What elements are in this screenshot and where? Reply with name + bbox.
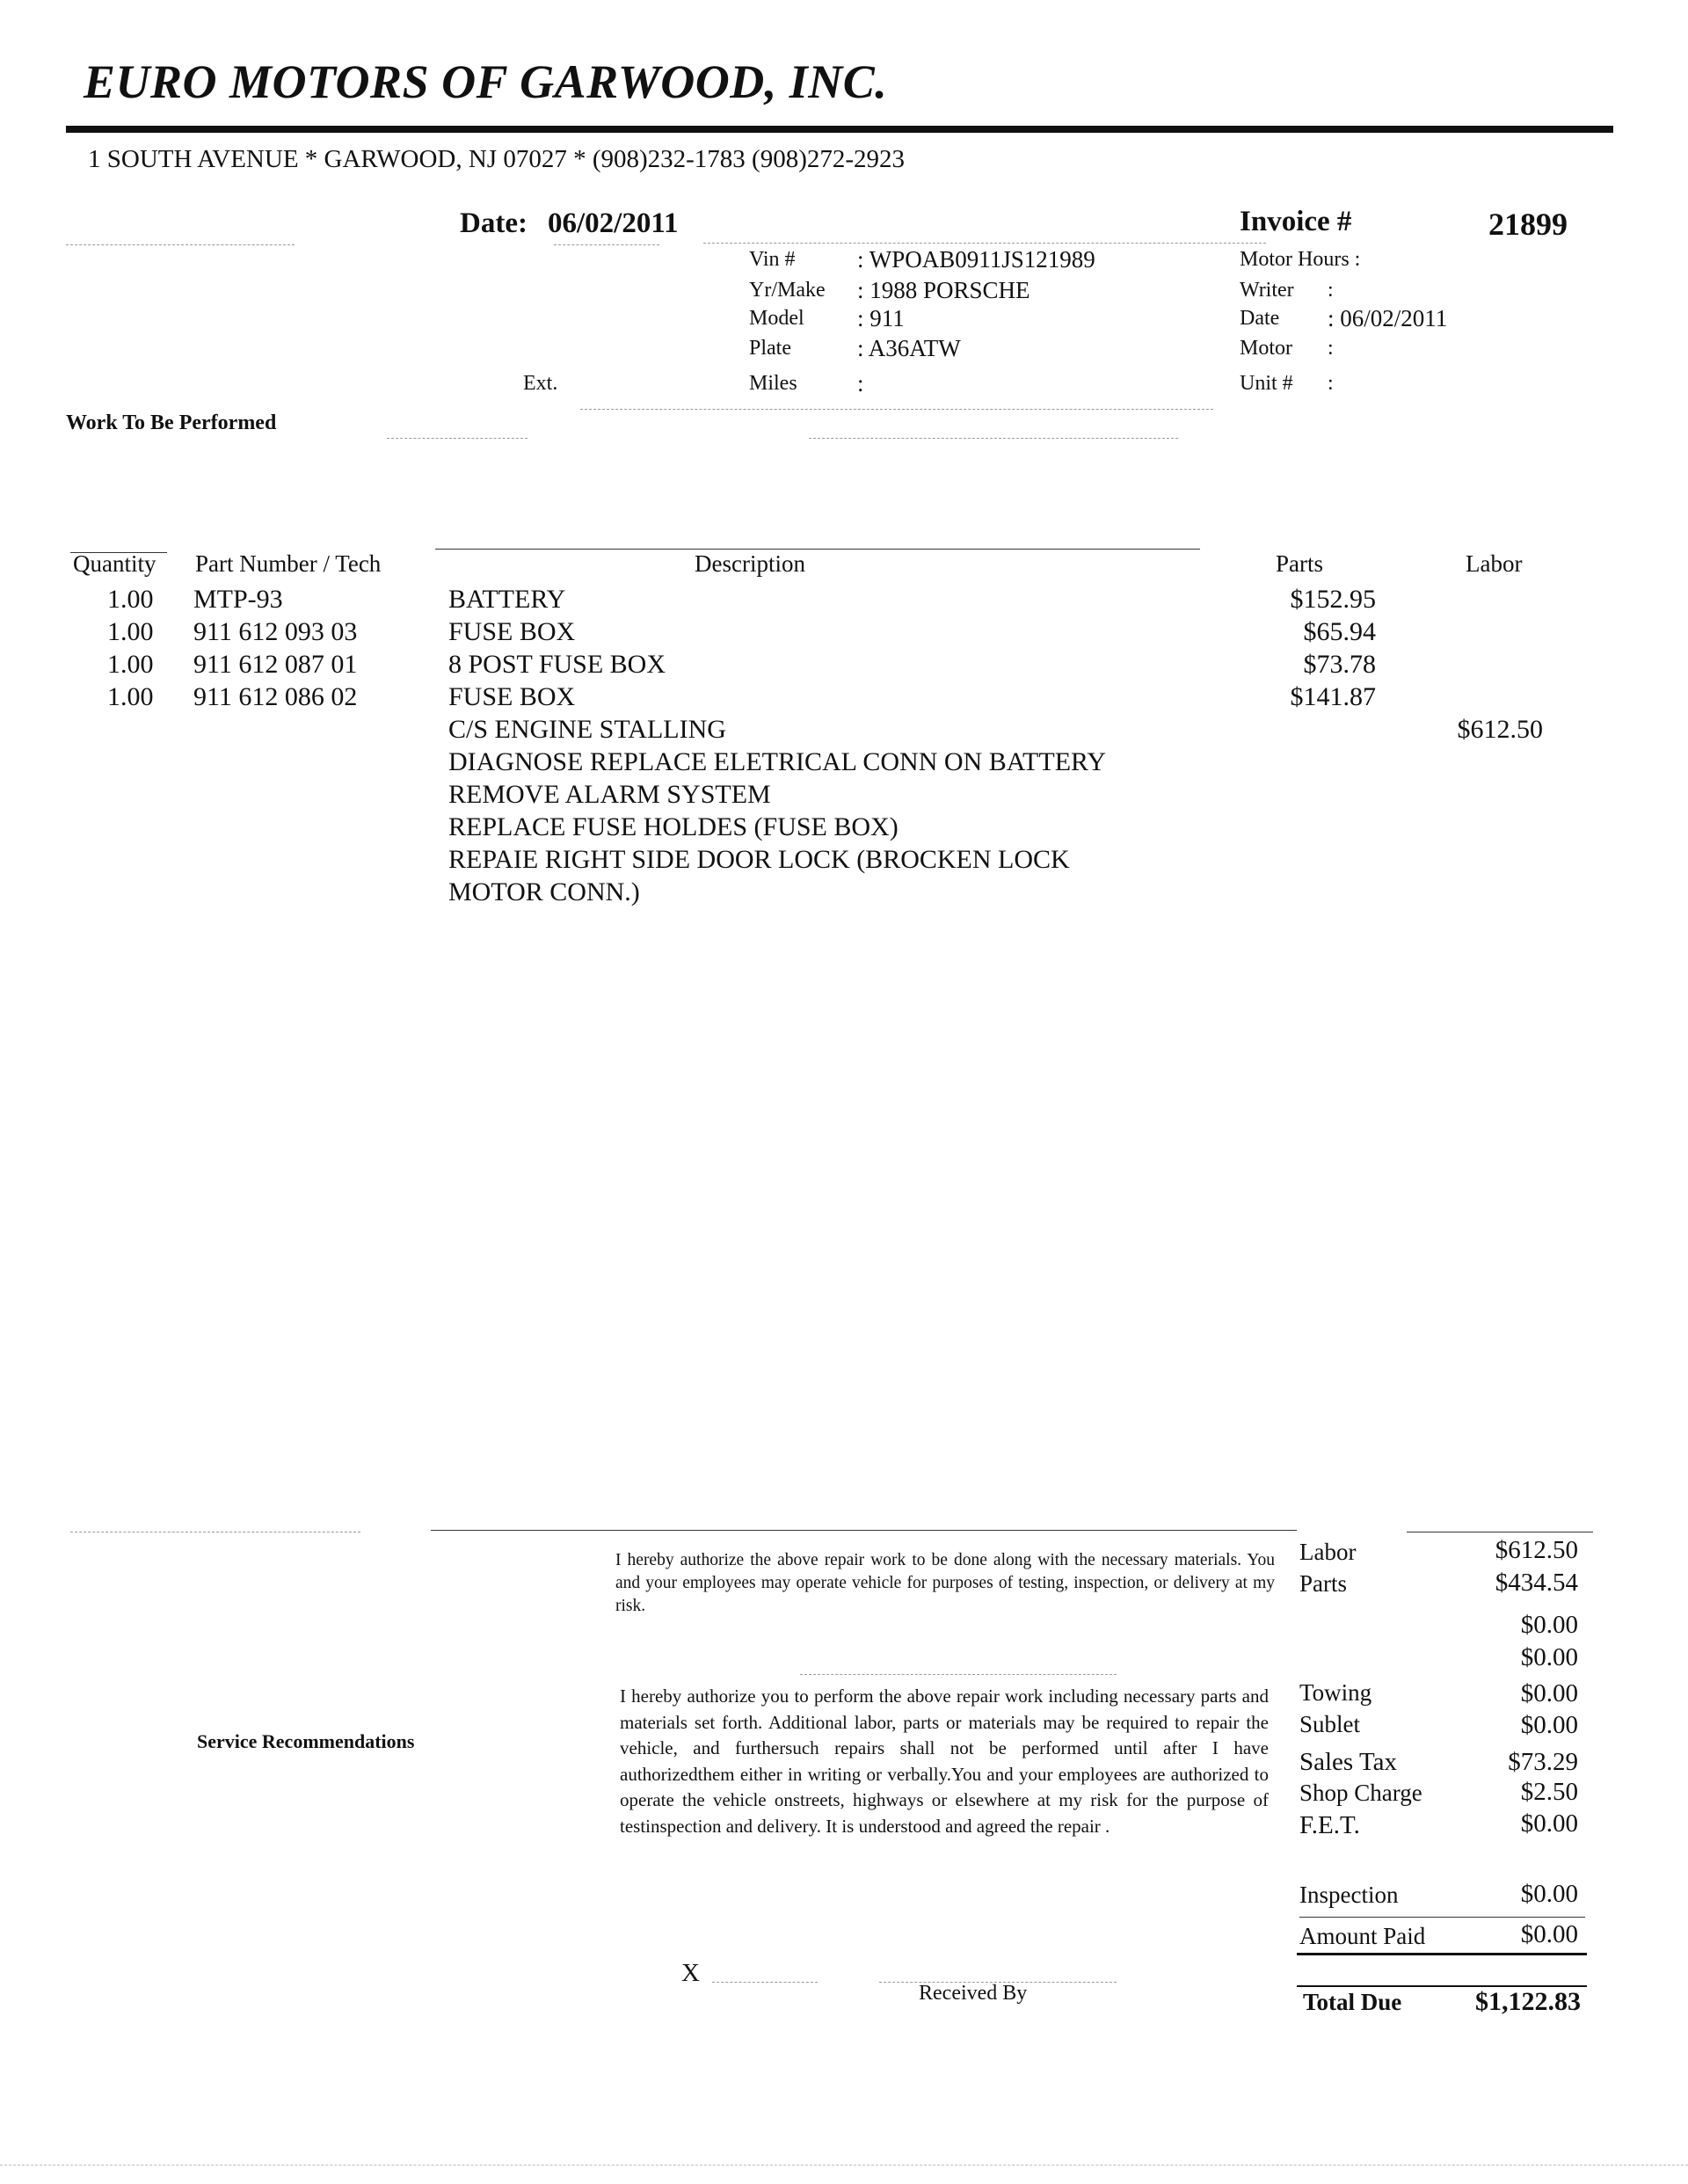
col-labor: Labor (1466, 550, 1523, 577)
summary-inspection-label: Inspection (1299, 1882, 1399, 1908)
row-desc: MOTOR CONN.) (448, 877, 640, 906)
col-description: Description (695, 550, 805, 577)
summary-shop-label: Shop Charge (1299, 1780, 1422, 1806)
summary-total-value: $1,122.83 (1475, 1987, 1581, 2016)
plate-value: : A36ATW (857, 335, 961, 361)
service-recommendations-label: Service Recommendations (197, 1730, 415, 1752)
divider (1299, 1917, 1585, 1918)
miles-label: Miles (749, 372, 797, 395)
invoice-number: 21899 (1488, 207, 1568, 242)
summary-tax-label: Sales Tax (1299, 1748, 1398, 1776)
summary-paid-label: Amount Paid (1299, 1923, 1426, 1949)
row-qty: 1.00 (107, 650, 154, 679)
summary-labor-value: $612.50 (1495, 1536, 1578, 1564)
row-desc: 8 POST FUSE BOX (448, 650, 666, 679)
writer-label: Writer (1240, 279, 1294, 302)
row-part: 911 612 093 03 (193, 617, 358, 646)
summary-labor-label: Labor (1299, 1539, 1357, 1565)
right-date-label: Date (1240, 307, 1280, 330)
authorization-text-2: I hereby authorize you to perform the above repair work including necessary parts and materials set forth. Additional labor, parts or materials may be required to repair the vehicle, and furthersuch repairs shall not be performed until after I have authorizedthem either in writing or verbally.You and your employees are authorized to operate the vehicle onstreets, highways or elsewhere at my risk for the purpose of testinspection and delivery. It is understood and agreed the repair . (620, 1685, 1269, 1837)
vin-label: Vin # (749, 248, 796, 271)
row-labor: $612.50 (1457, 715, 1543, 744)
total-rule (1297, 1953, 1587, 1955)
model-label: Model (749, 307, 804, 330)
summary-towing-value: $0.00 (1520, 1679, 1578, 1707)
header-underline (435, 549, 1200, 550)
signature-x: X (681, 1959, 700, 1987)
divider (66, 244, 295, 245)
page-bottom-edge (0, 2165, 1688, 2166)
row-parts: $152.95 (1290, 585, 1376, 614)
summary-blank-value: $0.00 (1520, 1611, 1578, 1639)
row-desc: C/S ENGINE STALLING (448, 715, 726, 744)
motor-label: Motor (1240, 337, 1292, 360)
right-date-value: : 06/02/2011 (1328, 305, 1448, 331)
model-value: : 911 (857, 305, 905, 331)
col-part: Part Number / Tech (195, 550, 382, 577)
summary-shop-value: $2.50 (1520, 1778, 1578, 1806)
row-part: 911 612 086 02 (193, 682, 358, 711)
work-label: Work To Be Performed (66, 411, 277, 434)
unit-value: : (1328, 372, 1334, 395)
yrmake-value: : 1988 PORSCHE (857, 277, 1030, 303)
col-parts: Parts (1276, 550, 1323, 577)
divider (580, 409, 1213, 410)
row-parts: $65.94 (1303, 617, 1376, 646)
summary-tax-value: $73.29 (1508, 1748, 1578, 1776)
company-address: 1 SOUTH AVENUE * GARWOOD, NJ 07027 * (908)232-1783 (908)272-2923 (88, 145, 906, 173)
row-part: 911 612 087 01 (193, 650, 358, 679)
row-desc: FUSE BOX (448, 617, 576, 646)
summary-sublet-value: $0.00 (1520, 1711, 1578, 1739)
summary-fet-value: $0.00 (1520, 1809, 1578, 1838)
summary-parts-value: $434.54 (1495, 1569, 1578, 1597)
row-part: MTP-93 (193, 585, 283, 614)
summary-fet-label: F.E.T. (1299, 1811, 1360, 1839)
row-parts: $141.87 (1290, 682, 1376, 711)
motor-hours-label: Motor Hours : (1240, 248, 1361, 271)
col-quantity: Quantity (73, 550, 156, 577)
summary-sublet-label: Sublet (1299, 1711, 1361, 1737)
header-rule (66, 126, 1613, 133)
row-parts: $73.78 (1303, 650, 1376, 679)
summary-parts-label: Parts (1299, 1570, 1347, 1597)
divider (431, 1530, 1297, 1531)
writer-value: : (1328, 279, 1334, 302)
signature-line[interactable] (712, 1982, 818, 1983)
row-desc: FUSE BOX (448, 682, 576, 711)
motor-value: : (1328, 337, 1334, 360)
authorization-text-1: I hereby authorize the above repair work to be done along with the necessary materials. You and your employees may operate vehicle for purposes of testing, inspection, or delivery at my risk. (615, 1551, 1275, 1615)
received-by-label: Received By (919, 1982, 1028, 2005)
vin-value: : WPOAB0911JS121989 (857, 246, 1095, 273)
divider (703, 243, 1266, 244)
summary-inspection-value: $0.00 (1520, 1880, 1578, 1908)
row-desc: DIAGNOSE REPLACE ELETRICAL CONN ON BATTERY (448, 747, 1107, 776)
row-desc: REMOVE ALARM SYSTEM (448, 780, 771, 809)
divider (800, 1674, 1117, 1675)
divider (554, 244, 659, 245)
unit-label: Unit # (1240, 372, 1293, 395)
summary-total-label: Total Due (1303, 1989, 1402, 2015)
invoice-label: Invoice # (1240, 206, 1352, 237)
ext-label: Ext. (523, 372, 558, 395)
row-qty: 1.00 (107, 682, 154, 711)
divider (387, 438, 528, 439)
row-qty: 1.00 (107, 585, 154, 614)
row-desc: BATTERY (448, 585, 566, 614)
row-qty: 1.00 (107, 617, 154, 646)
summary-blank-value: $0.00 (1520, 1643, 1578, 1671)
date-value: 06/02/2011 (548, 207, 679, 239)
date-label: Date: (460, 207, 528, 239)
miles-value: : (857, 370, 864, 397)
divider (809, 438, 1178, 439)
summary-towing-label: Towing (1299, 1679, 1372, 1706)
row-desc: REPLACE FUSE HOLDES (FUSE BOX) (448, 812, 899, 841)
row-desc: REPAIE RIGHT SIDE DOOR LOCK (BROCKEN LOCK (448, 845, 1070, 874)
summary-paid-value: $0.00 (1520, 1920, 1578, 1948)
company-name: EURO MOTORS OF GARWOOD, INC. (84, 55, 888, 108)
plate-label: Plate (749, 337, 791, 360)
yrmake-label: Yr/Make (749, 279, 826, 302)
